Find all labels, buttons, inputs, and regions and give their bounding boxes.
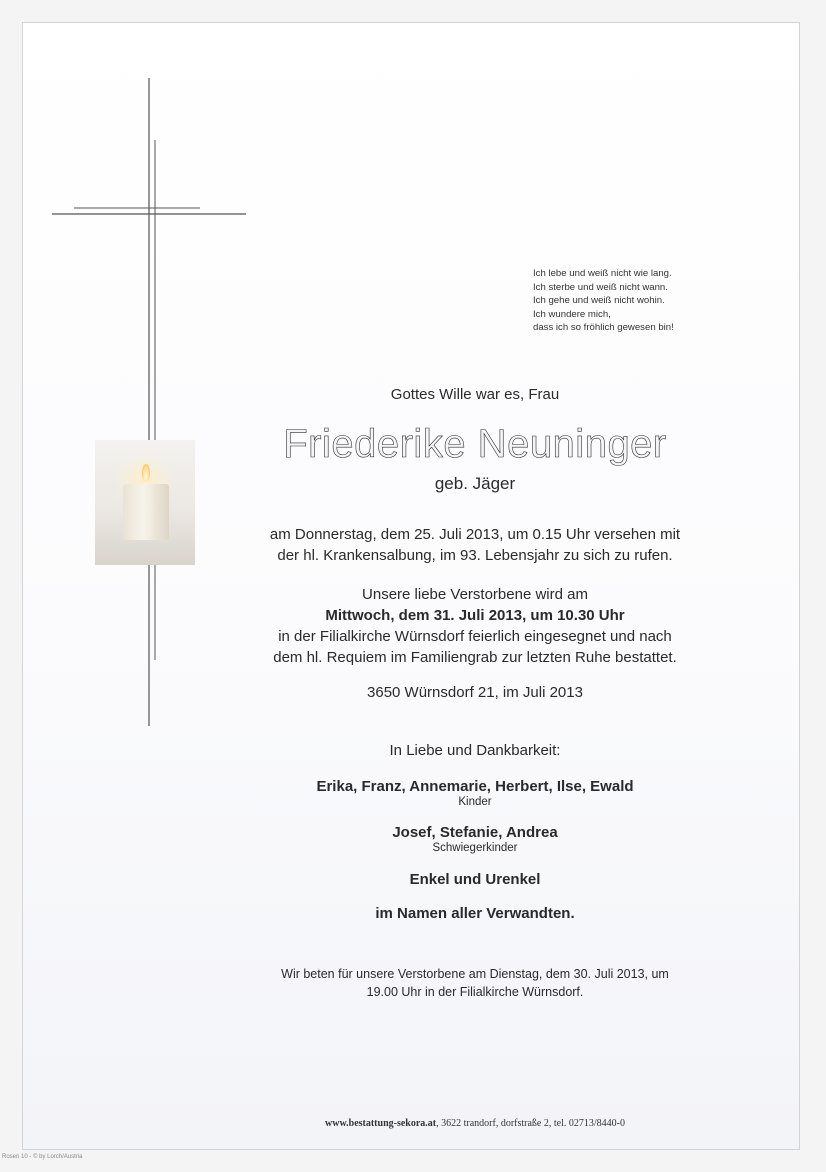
poem-line: Ich wundere mich,	[533, 308, 611, 320]
candle-body	[123, 484, 169, 540]
funeral-line: in der Filialkirche Würnsdorf feierlich eingesegnet und nach	[278, 628, 672, 645]
prayer-line: 19.00 Uhr in der Filialkirche Würnsdorf.	[366, 985, 584, 999]
family-names: Erika, Franz, Annemarie, Herbert, Ilse, Ewald	[316, 778, 634, 795]
prayer-notice	[230, 965, 720, 1001]
footer-website: www.bestattung-sekora.at	[325, 1118, 437, 1129]
deceased-name: Friederike Neuninger	[283, 422, 667, 466]
family-group	[230, 871, 720, 888]
poem-line: Ich gehe und weiß nicht wohin.	[533, 295, 665, 307]
family-names: Josef, Stefanie, Andrea	[392, 824, 558, 841]
funeral-line: dem hl. Requiem im Familiengrab zur letzten Ruhe bestattet.	[273, 649, 677, 666]
family-relation: Kinder	[458, 796, 492, 808]
funeral-notice	[230, 584, 720, 668]
candle-flame	[142, 464, 150, 482]
place-date: 3650 Würnsdorf 21, im Juli 2013	[367, 684, 583, 701]
poem-line: dass ich so fröhlich gewesen bin!	[533, 322, 674, 334]
poem-line: Ich lebe und weiß nicht wie lang.	[533, 268, 672, 279]
family-group	[230, 905, 720, 922]
family-group	[230, 824, 720, 855]
family-relation: Schwiegerkinder	[432, 842, 518, 854]
prayer-line: Wir beten für unsere Verstorbene am Dienstag, dem 30. Juli 2013, um	[281, 967, 669, 981]
death-notice-line: der hl. Krankensalbung, im 93. Lebensjahr zu sich zu rufen.	[277, 547, 673, 564]
poem	[533, 267, 733, 335]
death-notice-line: am Donnerstag, dem 25. Juli 2013, um 0.15 Uhr versehen mit	[269, 526, 681, 543]
family-names: im Namen aller Verwandten.	[375, 905, 575, 922]
candle-image	[95, 440, 195, 565]
intro-text: Gottes Wille war es, Frau	[390, 386, 560, 403]
poem-line: Ich sterbe und weiß nicht wann.	[533, 281, 668, 293]
funeral-line: Unsere liebe Verstorbene wird am	[362, 586, 588, 603]
maiden-name: geb. Jäger	[434, 474, 516, 493]
death-notice	[230, 524, 720, 566]
footer-address: , 3622 trandorf, dorfstraße 2, tel. 02713/8440-0	[436, 1118, 625, 1129]
thanks-heading: In Liebe und Dankbarkeit:	[389, 742, 561, 759]
family-names: Enkel und Urenkel	[409, 871, 541, 888]
funeral-date: Mittwoch, dem 31. Juli 2013, um 10.30 Uhr	[325, 607, 625, 624]
footer	[230, 1118, 720, 1129]
corner-note: Rosen 10 - © by Lorch/Austria	[2, 1154, 83, 1160]
family-group	[230, 778, 720, 809]
